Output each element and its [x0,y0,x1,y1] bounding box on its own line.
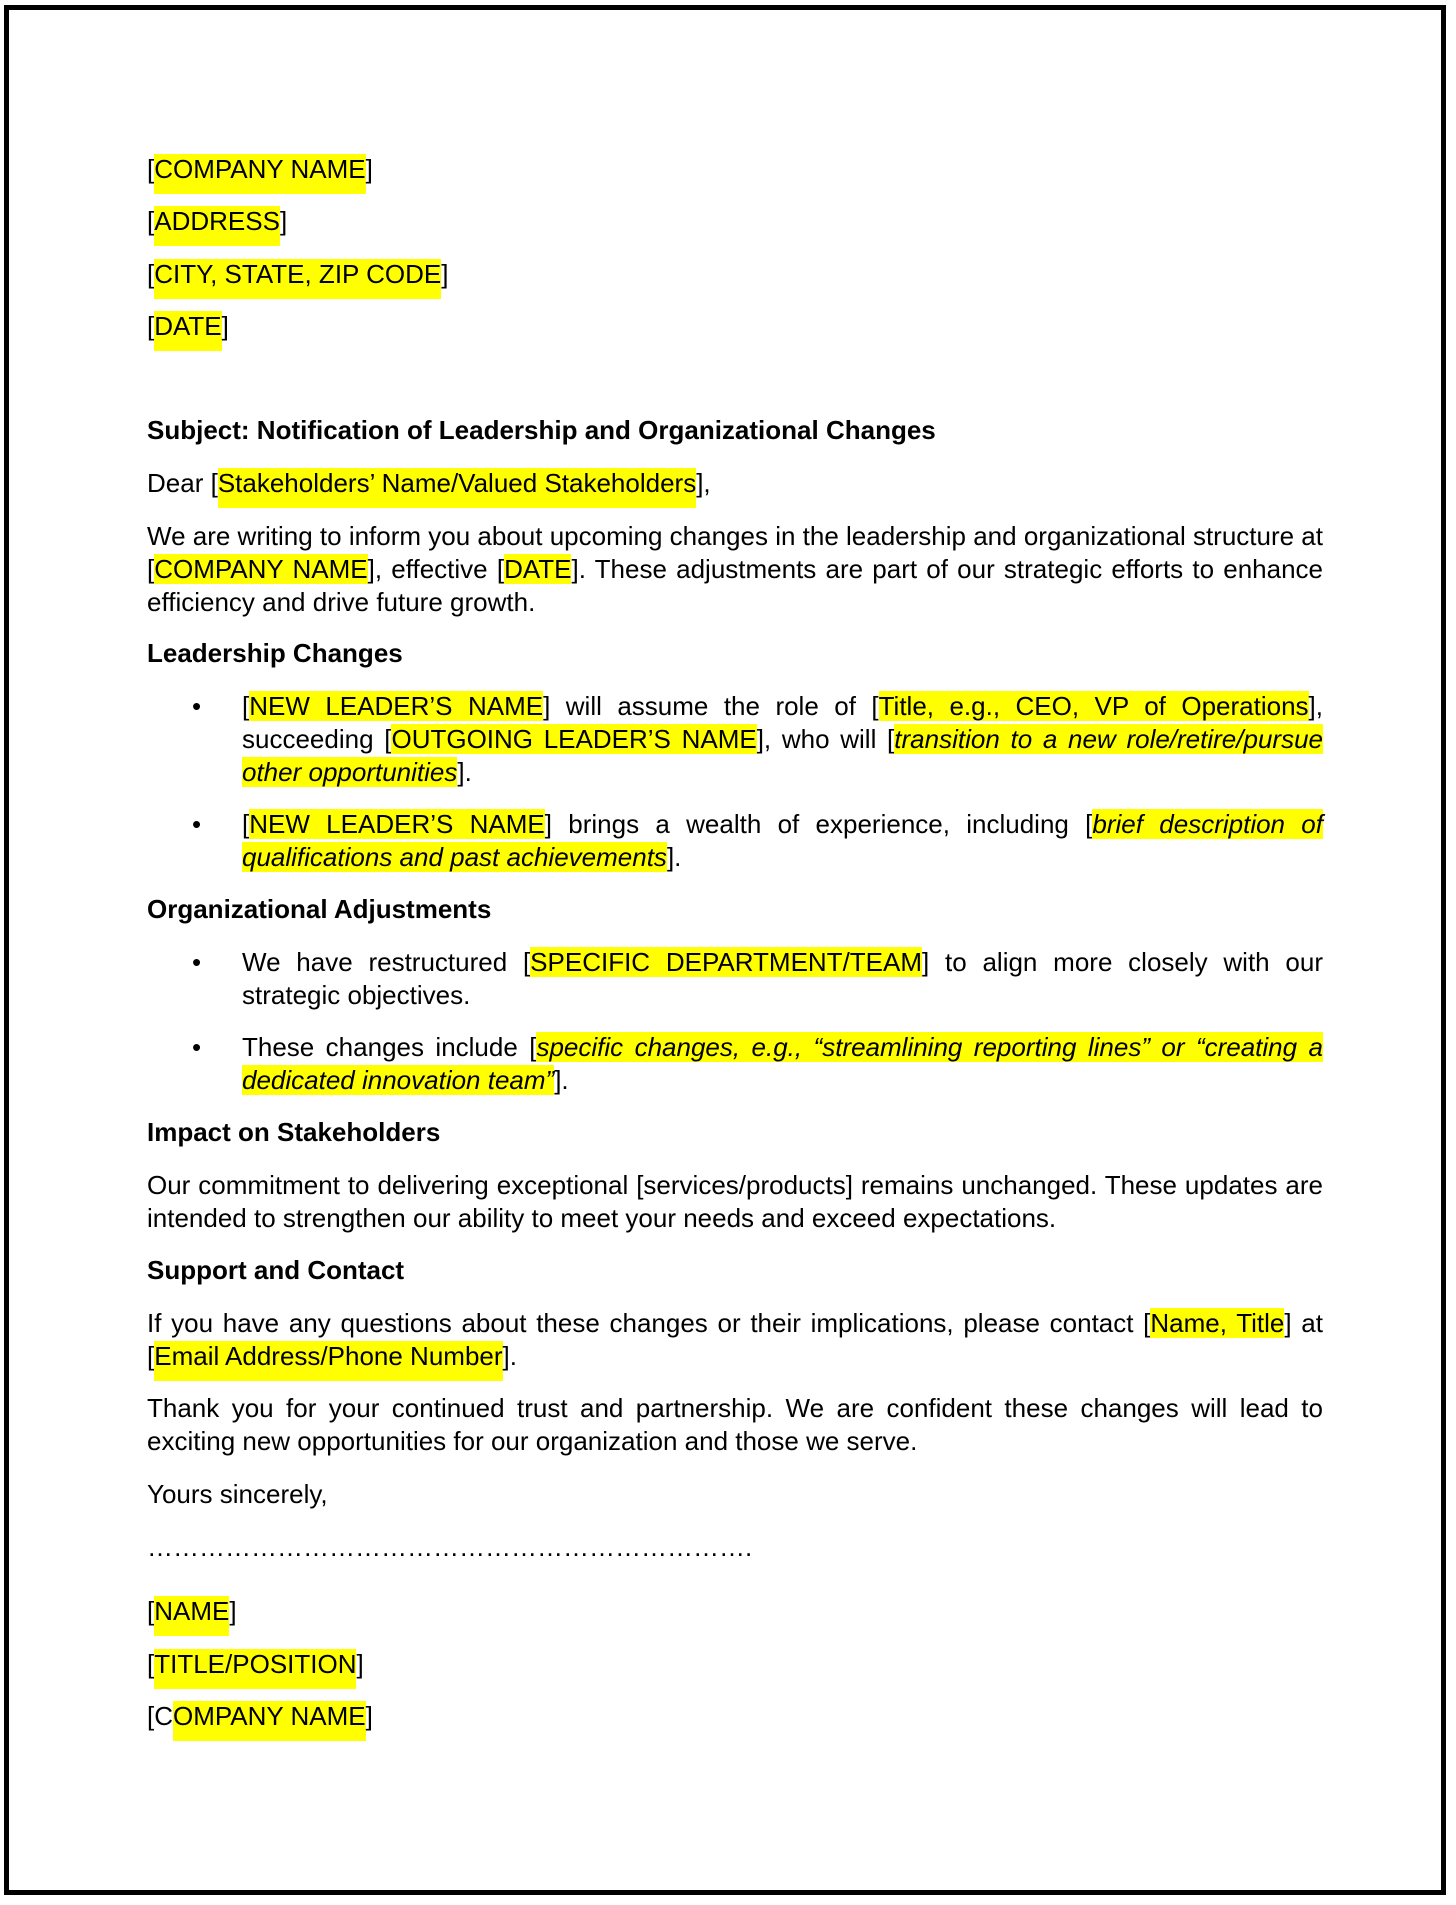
contact-name-placeholder[interactable]: Name, Title [1150,1308,1285,1338]
header-company: [COMPANY NAME] [147,153,373,186]
address-placeholder[interactable]: ADDRESS [154,206,280,246]
new-leader-placeholder[interactable]: NEW LEADER’S NAME [249,691,544,721]
organizational-heading: Organizational Adjustments [147,894,492,924]
date-placeholder[interactable]: DATE [154,311,221,351]
support-paragraph: If you have any questions about these changes or their implications, please contact [Name, Title] at [Email Address/Phone Number]. [147,1307,1323,1373]
intro-company-placeholder[interactable]: COMPANY NAME [154,554,368,584]
department-placeholder[interactable]: SPECIFIC DEPARTMENT/TEAM [530,947,923,977]
impact-paragraph: Our commitment to delivering exceptional [services/products] remains unchanged. These updates are intended to strengthen our ability to meet your needs and exceed expectations. [147,1170,1323,1233]
subject-line: Subject: Notification of Leadership and Organizational Changes [147,415,936,445]
bullet-icon: • [192,809,202,839]
organizational-bullet-2: These changes include [specific changes, e.g., “streamlining reporting lines” or “creating a dedicated innovation team”]. [242,1032,1323,1095]
signature-name-placeholder[interactable]: NAME [154,1596,229,1636]
salutation: Dear [Stakeholders’ Name/Valued Stakeholders], [147,467,711,500]
bullet-icon: • [192,947,202,977]
signature-title-placeholder[interactable]: TITLE/POSITION [154,1649,356,1689]
specific-changes-placeholder[interactable]: specific changes, e.g., “streamlining reporting lines” or “creating a dedicated innovation team” [242,1032,1323,1095]
header-date: [DATE] [147,310,229,343]
intro-date-placeholder[interactable]: DATE [504,554,572,584]
new-leader-placeholder[interactable]: NEW LEADER’S NAME [249,809,545,839]
leadership-heading: Leadership Changes [147,638,403,668]
bullet-icon: • [192,1032,202,1062]
signature-company: [COMPANY NAME] [147,1700,373,1733]
header-address: [ADDRESS] [147,205,287,238]
transition-placeholder[interactable]: transition to a new role/retire/pursue other opportunities [242,724,1323,787]
impact-heading: Impact on Stakeholders [147,1117,441,1147]
intro-paragraph: We are writing to inform you about upcoming changes in the leadership and organizational structure at [COMPANY NAME], effective [DATE]. These adjustments are part of our strategic efforts to enhance efficiency and drive future growth. [147,521,1324,617]
outgoing-leader-placeholder[interactable]: OUTGOING LEADER’S NAME [391,724,757,754]
organizational-bullet-1: We have restructured [SPECIFIC DEPARTMENT/TEAM] to align more closely with our strategic objectives. [242,947,1323,1010]
signature-name: [NAME] [147,1595,237,1628]
header-city: [CITY, STATE, ZIP CODE] [147,258,448,291]
qualifications-placeholder[interactable]: brief description of qualifications and past achievements [242,809,1323,872]
thanks-paragraph: Thank you for your continued trust and partnership. We are confident these changes will lead to exciting new opportunities for our organization and those we serve. [147,1393,1323,1456]
contact-email-placeholder[interactable]: Email Address/Phone Number [154,1341,502,1381]
company-placeholder[interactable]: COMPANY NAME [154,154,365,194]
signature-company-placeholder[interactable]: OMPANY NAME [173,1701,366,1741]
document-page [4,5,1446,1895]
closing: Yours sincerely, [147,1479,328,1509]
support-heading: Support and Contact [147,1255,405,1285]
leadership-bullet-1: [NEW LEADER’S NAME] will assume the role of [Title, e.g., CEO, VP of Operations], succeeding [OUTGOING LEADER’S NAME], who will [transition to a new role/retire/pursue other opportunities]. [242,691,1323,787]
title-placeholder[interactable]: Title, e.g., CEO, VP of Operations [878,691,1309,721]
stakeholder-name-placeholder[interactable]: Stakeholders’ Name/Valued Stakeholders [218,468,696,508]
city-placeholder[interactable]: CITY, STATE, ZIP CODE [154,259,441,299]
signature-line: ……………………………………………………………. [147,1532,753,1562]
bullet-icon: • [192,691,202,721]
signature-title: [TITLE/POSITION] [147,1648,364,1681]
leadership-bullet-2: [NEW LEADER’S NAME] brings a wealth of experience, including [brief description of qualifications and past achievements]. [242,809,1323,872]
